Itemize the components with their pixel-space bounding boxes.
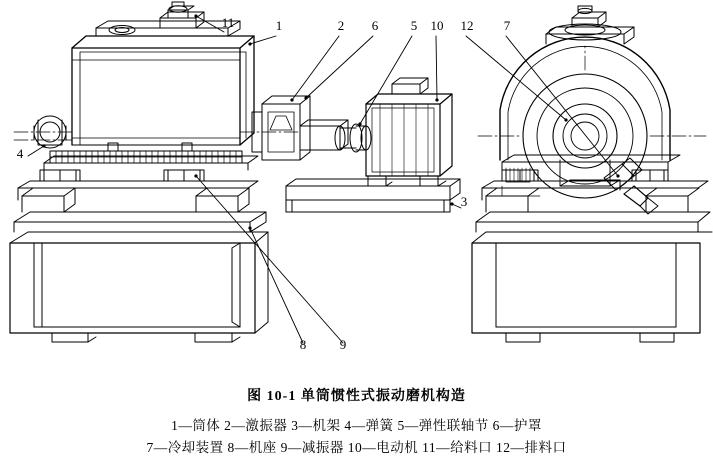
figure-caption [0,385,713,459]
legend-line-1: 1—筒体 2—激振器 3—机架 4—弹簧 5—弹性联轴节 6—护罩 [171,418,542,433]
callout-number: 5 [410,18,418,33]
callout-number: 9 [339,337,347,352]
callout-number: 1 [275,18,283,33]
callout-number: 11 [221,15,235,30]
legend-line-2: 7—冷却装置 8—机座 9—减振器 10—电动机 11—给料口 12—排料口 [146,440,567,455]
callout-number: 3 [460,194,468,209]
callout-number: 4 [16,146,24,161]
callout-number: 12 [460,18,474,33]
callout-number: 7 [503,18,511,33]
callout-number: 8 [299,337,307,352]
callout-number: 2 [337,18,345,33]
figure-title: 图 10-1 单筒惯性式振动磨机构造 [247,389,466,404]
callout-number: 6 [371,18,379,33]
callout-number: 10 [430,18,444,33]
